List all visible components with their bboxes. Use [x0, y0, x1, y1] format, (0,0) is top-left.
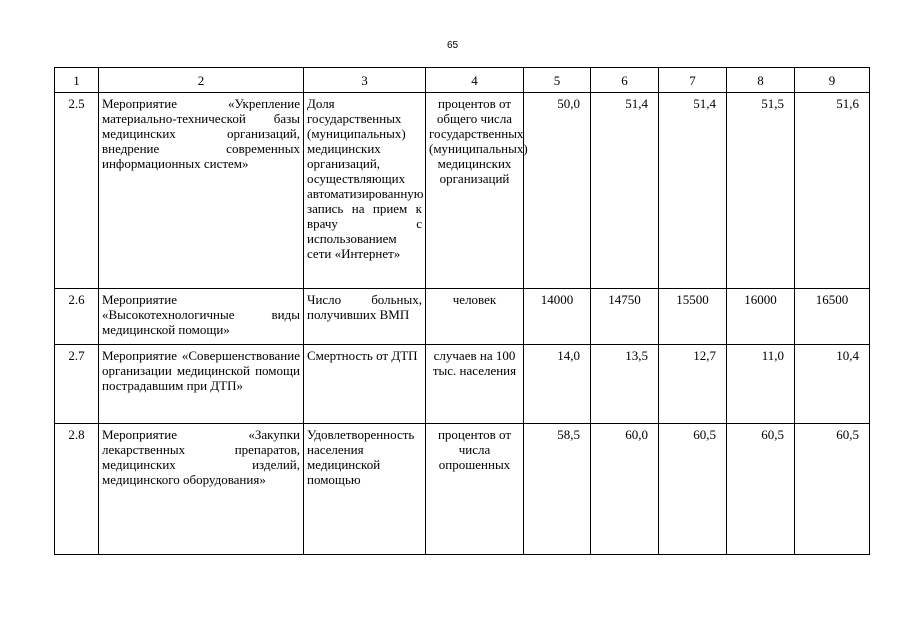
event-cell: Мероприятие «Закупки лекарственных препаратов, медицинских изделий, медицинского оборудования»: [99, 424, 304, 555]
header-cell: 9: [795, 68, 870, 93]
value-cell-9: 16500: [795, 289, 870, 345]
value-cell-7: 60,5: [659, 424, 727, 555]
value-cell-8: 16000: [727, 289, 795, 345]
unit-cell: процентов от общего числа государственных (муниципальных) медицинских организаций: [426, 93, 524, 289]
value-cell-9: 10,4: [795, 345, 870, 424]
header-cell: 5: [524, 68, 591, 93]
header-cell: 6: [591, 68, 659, 93]
unit-cell: человек: [426, 289, 524, 345]
unit-cell: процентов от числа опрошенных: [426, 424, 524, 555]
header-cell: 3: [304, 68, 426, 93]
header-cell: 7: [659, 68, 727, 93]
row-number: 2.7: [55, 345, 99, 424]
event-cell: Мероприятие «Совершенствование организации медицинской помощи пострадавшим при ДТП»: [99, 345, 304, 424]
value-cell-8: 51,5: [727, 93, 795, 289]
header-row: [55, 68, 870, 93]
value-cell-7: 51,4: [659, 93, 727, 289]
indicator-cell: Доля государственных (муниципальных) медицинских организаций, осуществляющих автоматизированную запись на прием к врачу с использованием сети «Интернет»: [304, 93, 426, 289]
indicator-cell: Удовлетворенность населения медицинской помощью: [304, 424, 426, 555]
unit-cell: случаев на 100 тыс. населения: [426, 345, 524, 424]
event-cell: Мероприятие «Укрепление материально-технической базы медицинских организаций, внедрение современных информационных систем»: [99, 93, 304, 289]
value-cell-6: 14750: [591, 289, 659, 345]
value-cell-5: 14000: [524, 289, 591, 345]
value-cell-8: 60,5: [727, 424, 795, 555]
value-cell-6: 51,4: [591, 93, 659, 289]
indicators-table: [54, 67, 870, 555]
value-cell-6: 60,0: [591, 424, 659, 555]
page-number: 65: [446, 40, 459, 51]
value-cell-5: 58,5: [524, 424, 591, 555]
header-cell: 8: [727, 68, 795, 93]
row-number: 2.6: [55, 289, 99, 345]
header-cell: 4: [426, 68, 524, 93]
row-number: 2.5: [55, 93, 99, 289]
row-number: 2.8: [55, 424, 99, 555]
value-cell-5: 50,0: [524, 93, 591, 289]
value-cell-6: 13,5: [591, 345, 659, 424]
value-cell-9: 60,5: [795, 424, 870, 555]
indicator-cell: Смертность от ДТП: [304, 345, 426, 424]
event-cell: Мероприятие «Высокотехнологичные виды медицинской помощи»: [99, 289, 304, 345]
table-row: [55, 289, 870, 345]
value-cell-7: 12,7: [659, 345, 727, 424]
value-cell-7: 15500: [659, 289, 727, 345]
header-cell: 2: [99, 68, 304, 93]
value-cell-9: 51,6: [795, 93, 870, 289]
header-cell: 1: [55, 68, 99, 93]
table-row: [55, 424, 870, 555]
value-cell-8: 11,0: [727, 345, 795, 424]
indicator-cell: Число больных, получивших ВМП: [304, 289, 426, 345]
table-row: [55, 93, 870, 289]
value-cell-5: 14,0: [524, 345, 591, 424]
table-row: [55, 345, 870, 424]
